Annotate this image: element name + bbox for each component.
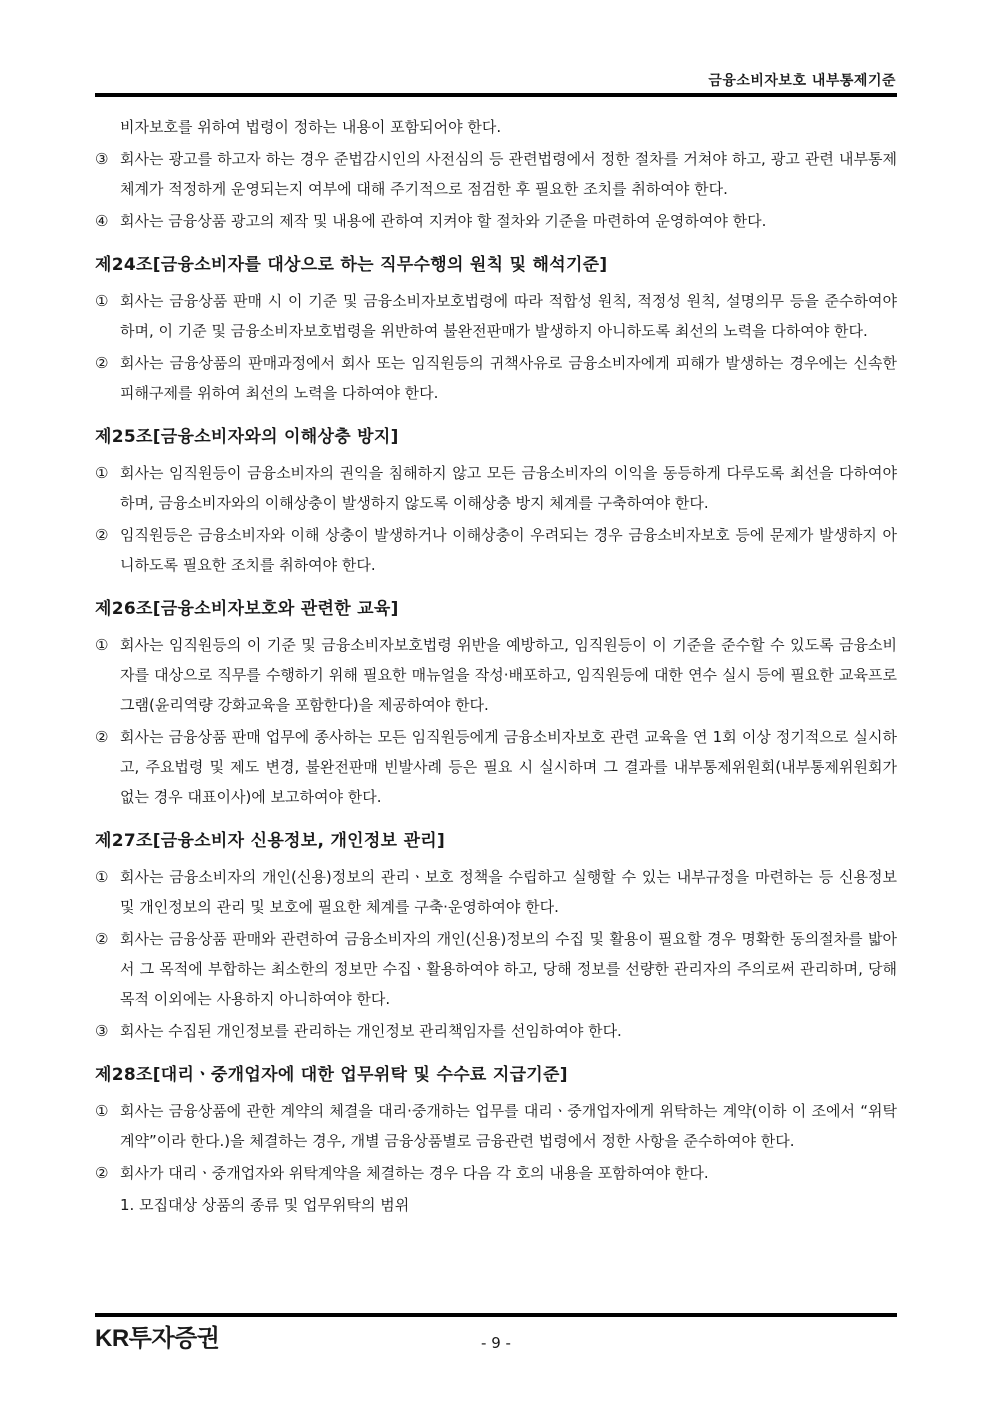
paragraph-number: ②: [95, 354, 109, 372]
article-27: [95, 826, 897, 1046]
paragraph-number: ②: [95, 930, 109, 948]
paragraph-number: ②: [95, 728, 109, 746]
paragraph-text: 회사는 수집된 개인정보를 관리하는 개인정보 관리책임자를 선임하여야 한다.: [120, 1022, 622, 1040]
page-number: - 9 -: [481, 1334, 511, 1352]
paragraph: [95, 520, 897, 580]
paragraph: [95, 348, 897, 408]
document-body: [95, 112, 897, 1220]
paragraph-text: 회사는 금융소비자의 개인(신용)정보의 관리ㆍ보호 정책을 수립하고 실행할 수 있는 내부규정을 마련하는 등 신용정보 및 개인정보의 관리 및 보호에 필요한 체계를 구축·운영하여야 한다.: [120, 868, 897, 916]
paragraph: [95, 722, 897, 812]
paragraph-text: 회사는 금융상품 판매 업무에 종사하는 모든 임직원등에게 금융소비자보호 관련 교육을 연 1회 이상 정기적으로 실시하고, 주요법령 및 제도 변경, 불완전판매 빈발사례 등은 필요 시 실시하며 그 결과를 내부통제위원회(내부통제위원회가 없는 경우 대표이사)에 보고하여야 한다.: [120, 728, 897, 806]
article-25: [95, 422, 897, 580]
paragraph: [95, 1096, 897, 1156]
paragraph-number: ①: [95, 464, 109, 482]
article-heading: 제25조[금융소비자와의 이해상충 방지]: [95, 427, 399, 447]
paragraph-text: 임직원등은 금융소비자와 이해 상충이 발생하거나 이해상충이 우려되는 경우 금융소비자보호 등에 문제가 발생하지 아니하도록 필요한 조치를 취하여야 한다.: [120, 526, 897, 574]
article-heading: 제28조[대리ㆍ중개업자에 대한 업무위탁 및 수수료 지급기준]: [95, 1065, 568, 1085]
paragraph: [95, 1016, 897, 1046]
paragraph-text: 회사는 금융상품 판매 시 이 기준 및 금융소비자보호법령에 따라 적합성 원칙, 적정성 원칙, 설명의무 등을 준수하여야 하며, 이 기준 및 금융소비자보호법령을 위반하여 불완전판매가 발생하지 아니하도록 최선의 노력을 다하여야 한다.: [120, 292, 897, 340]
paragraph-number: ②: [95, 1164, 109, 1182]
paragraph-text: 회사는 금융상품 광고의 제작 및 내용에 관하여 지켜야 할 절차와 기준을 마련하여 운영하여야 한다.: [120, 212, 767, 230]
paragraph: [95, 1158, 897, 1188]
paragraph-number: ①: [95, 868, 109, 886]
paragraph-text: 비자보호를 위하여 법령이 정하는 내용이 포함되어야 한다.: [120, 118, 502, 136]
paragraph-number: ①: [95, 1102, 109, 1120]
paragraph-text: 회사는 임직원등의 이 기준 및 금융소비자보호법령 위반을 예방하고, 임직원등이 이 기준을 준수할 수 있도록 금융소비자를 대상으로 직무를 수행하기 위해 필요한 매뉴얼을 작성·배포하고, 임직원등에 대한 연수 실시 등에 필요한 교육프로그램(윤리역량 강화교육을 포함한다)을 제공하여야 한다.: [120, 636, 897, 714]
paragraph-number: ③: [95, 150, 109, 168]
article-heading: 제27조[금융소비자 신용정보, 개인정보 관리]: [95, 831, 446, 851]
section-continuation: [95, 112, 897, 236]
article-24: [95, 250, 897, 408]
company-logo: KR투자증권: [95, 1325, 220, 1352]
paragraph: [95, 924, 897, 1014]
paragraph: [95, 862, 897, 922]
header-title: 금융소비자보호 내부통제기준: [708, 73, 896, 89]
paragraph-text: 회사는 광고를 하고자 하는 경우 준법감시인의 사전심의 등 관련법령에서 정한 절차를 거쳐야 하고, 광고 관련 내부통제체계가 적정하게 운영되는지 여부에 대해 주기적으로 점검한 후 필요한 조치를 취하여야 한다.: [120, 150, 897, 198]
paragraph-text: 회사는 임직원등이 금융소비자의 권익을 침해하지 않고 모든 금융소비자의 이익을 동등하게 다루도록 최선을 다하여야 하며, 금융소비자와의 이해상충이 발생하지 않도록 이해상충 방지 체계를 구축하여야 한다.: [120, 464, 897, 512]
article-heading: 제26조[금융소비자보호와 관련한 교육]: [95, 599, 399, 619]
article-heading: 제24조[금융소비자를 대상으로 하는 직무수행의 원칙 및 해석기준]: [95, 255, 608, 275]
article-28: [95, 1060, 897, 1220]
paragraph: [95, 458, 897, 518]
list-item: 1. 모집대상 상품의 종류 및 업무위탁의 범위: [120, 1196, 410, 1214]
paragraph-number: ③: [95, 1022, 109, 1040]
paragraph-number: ①: [95, 292, 109, 310]
paragraph: [95, 144, 897, 204]
paragraph-text: 회사는 금융상품의 판매과정에서 회사 또는 임직원등의 귀책사유로 금융소비자에게 피해가 발생하는 경우에는 신속한 피해구제를 위하여 최선의 노력을 다하여야 한다.: [120, 354, 897, 402]
header-rule: [95, 93, 897, 97]
paragraph-number: ②: [95, 526, 109, 544]
paragraph-number: ①: [95, 636, 109, 654]
paragraph: [95, 112, 897, 142]
article-26: [95, 594, 897, 812]
paragraph: [95, 630, 897, 720]
paragraph-text: 회사는 금융상품에 관한 계약의 체결을 대리·중개하는 업무를 대리ㆍ중개업자에게 위탁하는 계약(이하 이 조에서 “위탁계약”이라 한다.)을 체결하는 경우, 개별 금융상품별로 금융관련 법령에서 정한 사항을 준수하여야 한다.: [120, 1102, 897, 1150]
paragraph-number: ④: [95, 212, 109, 230]
paragraph: [95, 206, 897, 236]
paragraph-text: 회사는 금융상품 판매와 관련하여 금융소비자의 개인(신용)정보의 수집 및 활용이 필요할 경우 명확한 동의절차를 밟아서 그 목적에 부합하는 최소한의 정보만 수집ㆍ활용하여야 하고, 당해 정보를 선량한 관리자의 주의로써 관리하며, 당해 목적 이외에는 사용하지 아니하여야 한다.: [120, 930, 897, 1008]
paragraph-text: 회사가 대리ㆍ중개업자와 위탁계약을 체결하는 경우 다음 각 호의 내용을 포함하여야 한다.: [120, 1164, 709, 1182]
footer-rule: [95, 1313, 897, 1317]
paragraph: [95, 286, 897, 346]
